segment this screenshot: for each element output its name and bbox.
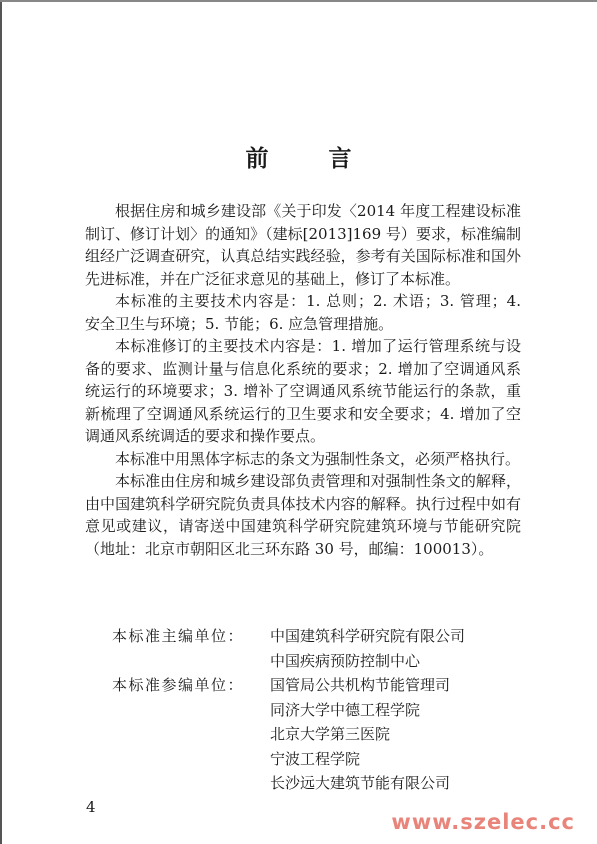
page-left-edge (0, 0, 2, 844)
participating-units-label: 本标准参编单位： (112, 676, 245, 694)
unit-name: 同济大学中德工程学院 (270, 700, 421, 719)
participating-units-row (112, 673, 532, 796)
paragraph-management: 本标准由住房和城乡建设部负责管理和对强制性条文的解释，由中国建筑科学研究院负责具体技术内容的解释。执行过程中如有意见或建议，请寄送中国建筑科学研究院建筑环境与节能研究院（地址：北京市朝阳区北三环东路 30 号，邮编：100013）。 (85, 472, 521, 558)
watermark: www.szelec.cc (391, 810, 575, 834)
chief-units-row (112, 624, 532, 673)
page-number: 4 (86, 798, 96, 816)
paragraph-main-contents: 本标准的主要技术内容是：1. 总则；2. 术语；3. 管理；4. 安全卫生与环境；5. 节能；6. 应急管理措施。 (85, 292, 521, 333)
page-top-edge (0, 0, 597, 2)
page-title: 前 言 (245, 145, 378, 172)
unit-name: 宁波工程学院 (270, 749, 361, 768)
unit-name: 长沙远大建筑节能有限公司 (270, 774, 451, 792)
unit-name: 中国建筑科学研究院有限公司 (270, 627, 466, 645)
paragraph-mandatory-clauses: 本标准中用黑体字标志的条文为强制性条文，必须严格执行。 (115, 449, 521, 468)
unit-name: 中国疾病预防控制中心 (270, 651, 421, 670)
participating-units-names (270, 673, 450, 796)
unit-list (112, 624, 532, 796)
chief-units-names (270, 624, 465, 673)
unit-name: 北京大学第三医院 (270, 725, 391, 743)
unit-name: 国管局公共机构节能管理司 (270, 676, 451, 694)
preface-body (85, 200, 521, 560)
paragraph-revision-contents: 本标准修订的主要技术内容是：1. 增加了运行管理系统与设备的要求、监测计量与信息化系统的要求；2. 增加了空调通风系统运行的环境要求；3. 增补了空调通风系统节能运行的条款，重新梳理了空调通风系统运行的卫生要求和安全要求；4. 增加了空调通风系统调适的要求和操作要点。 (85, 337, 521, 445)
paragraph-background: 根据住房和城乡建设部《关于印发〈2014 年度工程建设标准制订、修订计划〉的通知》（建标[2013]169 号）要求，标准编制组经广泛调查研究，认真总结实践经验，参考有关国际标准和国外先进标准，并在广泛征求意见的基础上，修订了本标准。 (85, 202, 521, 288)
chief-units-label: 本标准主编单位： (112, 627, 245, 645)
